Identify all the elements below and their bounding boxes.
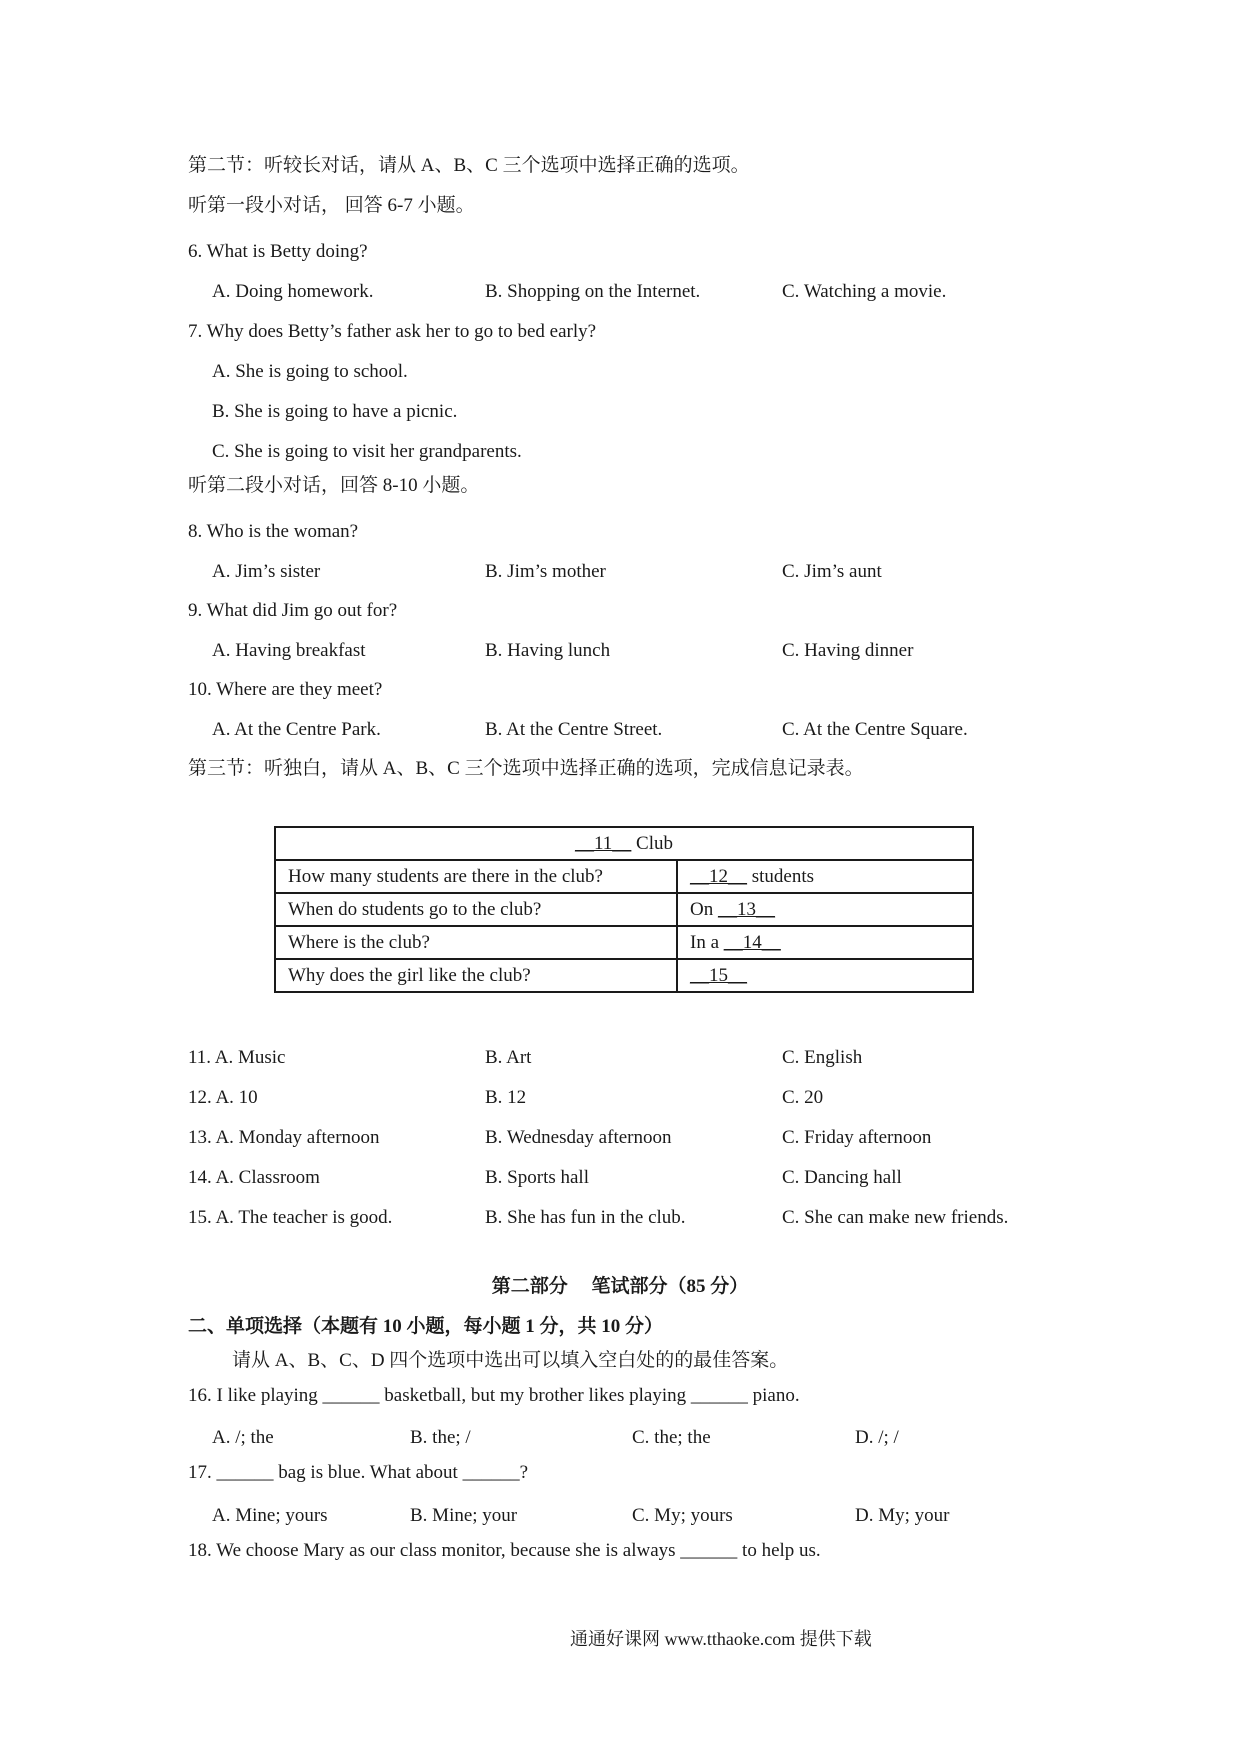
q9-option-b: B. Having lunch bbox=[485, 640, 611, 661]
q16-option-c: C. the; the bbox=[632, 1427, 711, 1448]
table-answer-cell bbox=[677, 926, 973, 959]
q7-option-b: B. She is going to have a picnic. bbox=[212, 401, 458, 422]
table-header-row bbox=[275, 827, 973, 860]
table-header-text: Club bbox=[631, 832, 673, 854]
q7-option-c: C. She is going to visit her grandparents. bbox=[212, 441, 522, 462]
table-question-cell: How many students are there in the club? bbox=[275, 860, 677, 893]
q16-option-d: D. /; / bbox=[855, 1427, 899, 1448]
q10-option-c: C. At the Centre Square. bbox=[782, 719, 968, 740]
mc-instruction: 请从 A、B、C、D 四个选项中选出可以填入空白处的的最佳答案。 bbox=[232, 1350, 789, 1371]
q16-option-b: B. the; / bbox=[410, 1427, 471, 1448]
q11-option-b: B. Art bbox=[485, 1047, 532, 1068]
answer-prefix: In a bbox=[690, 931, 724, 953]
table-answer-cell bbox=[677, 860, 973, 893]
table-question-cell: Where is the club? bbox=[275, 926, 677, 959]
q8-option-a: A. Jim’s sister bbox=[212, 561, 321, 582]
q15-option-a: 15. A. The teacher is good. bbox=[188, 1207, 393, 1228]
q8-option-b: B. Jim’s mother bbox=[485, 561, 606, 582]
q13-option-b: B. Wednesday afternoon bbox=[485, 1127, 672, 1148]
q6-stem: 6. What is Betty doing? bbox=[188, 241, 368, 262]
q17-stem: 17. ______ bag is blue. What about ______? bbox=[188, 1462, 529, 1483]
q10-option-a: A. At the Centre Park. bbox=[212, 719, 381, 740]
table-row bbox=[275, 959, 973, 992]
q18-stem: 18. We choose Mary as our class monitor, because she is always ______ to help us. bbox=[188, 1540, 821, 1561]
q6-option-a: A. Doing homework. bbox=[212, 281, 374, 302]
q14-option-a: 14. A. Classroom bbox=[188, 1167, 320, 1188]
blank-13: __13__ bbox=[717, 898, 775, 920]
q15-option-c: C. She can make new friends. bbox=[782, 1207, 1009, 1228]
q9-option-c: C. Having dinner bbox=[782, 640, 914, 661]
table-answer-cell bbox=[677, 959, 973, 992]
section3-title: 第三节：听独白，请从 A、B、C 三个选项中选择正确的选项，完成信息记录表。 bbox=[188, 758, 864, 779]
dialogue2-intro: 听第二段小对话，回答 8-10 小题。 bbox=[188, 475, 480, 496]
q6-option-b: B. Shopping on the Internet. bbox=[485, 281, 701, 302]
table-question-cell: Why does the girl like the club? bbox=[275, 959, 677, 992]
section2-title: 第二节：听较长对话，请从 A、B、C 三个选项中选择正确的选项。 bbox=[188, 155, 750, 176]
q10-option-b: B. At the Centre Street. bbox=[485, 719, 663, 740]
q12-option-b: B. 12 bbox=[485, 1087, 527, 1108]
answer-prefix: On bbox=[690, 898, 718, 920]
q10-stem: 10. Where are they meet? bbox=[188, 679, 383, 700]
q12-option-c: C. 20 bbox=[782, 1087, 824, 1108]
q17-option-d: D. My; your bbox=[855, 1505, 950, 1526]
mc-section-title: 二、单项选择（本题有 10 小题，每小题 1 分，共 10 分） bbox=[188, 1316, 664, 1337]
dialogue1-intro: 听第一段小对话， 回答 6-7 小题。 bbox=[188, 195, 475, 216]
q14-option-c: C. Dancing hall bbox=[782, 1167, 902, 1188]
part2-title: 第二部分 笔试部分（85 分） bbox=[491, 1276, 749, 1297]
q17-option-b: B. Mine; your bbox=[410, 1505, 518, 1526]
q8-option-c: C. Jim’s aunt bbox=[782, 561, 882, 582]
table-row bbox=[275, 893, 973, 926]
q16-stem: 16. I like playing ______ basketball, but my brother likes playing ______ piano. bbox=[188, 1385, 800, 1406]
blank-11: __11__ bbox=[575, 832, 632, 854]
q17-option-c: C. My; yours bbox=[632, 1505, 733, 1526]
q9-stem: 9. What did Jim go out for? bbox=[188, 600, 398, 621]
table-question-cell: When do students go to the club? bbox=[275, 893, 677, 926]
q7-stem: 7. Why does Betty’s father ask her to go to bed early? bbox=[188, 321, 597, 342]
q11-option-a: 11. A. Music bbox=[188, 1047, 286, 1068]
page-footer: 通通好课网 www.tthaoke.com 提供下载 bbox=[570, 1629, 872, 1649]
blank-15: __15__ bbox=[690, 964, 747, 986]
blank-14: __14__ bbox=[723, 931, 781, 953]
table-row bbox=[275, 926, 973, 959]
q6-option-c: C. Watching a movie. bbox=[782, 281, 947, 302]
q14-option-b: B. Sports hall bbox=[485, 1167, 589, 1188]
table-header-cell bbox=[275, 827, 973, 860]
q8-stem: 8. Who is the woman? bbox=[188, 521, 359, 542]
table-row bbox=[275, 860, 973, 893]
blank-12: __12__ bbox=[690, 865, 747, 887]
q13-option-a: 13. A. Monday afternoon bbox=[188, 1127, 380, 1148]
q12-option-a: 12. A. 10 bbox=[188, 1087, 258, 1108]
q17-option-a: A. Mine; yours bbox=[212, 1505, 328, 1526]
q13-option-c: C. Friday afternoon bbox=[782, 1127, 932, 1148]
q15-option-b: B. She has fun in the club. bbox=[485, 1207, 686, 1228]
q7-option-a: A. She is going to school. bbox=[212, 361, 408, 382]
club-info-table bbox=[274, 826, 974, 993]
q11-option-c: C. English bbox=[782, 1047, 863, 1068]
table-answer-cell bbox=[677, 893, 973, 926]
q16-option-a: A. /; the bbox=[212, 1427, 274, 1448]
q9-option-a: A. Having breakfast bbox=[212, 640, 366, 661]
answer-suffix: students bbox=[747, 865, 815, 887]
